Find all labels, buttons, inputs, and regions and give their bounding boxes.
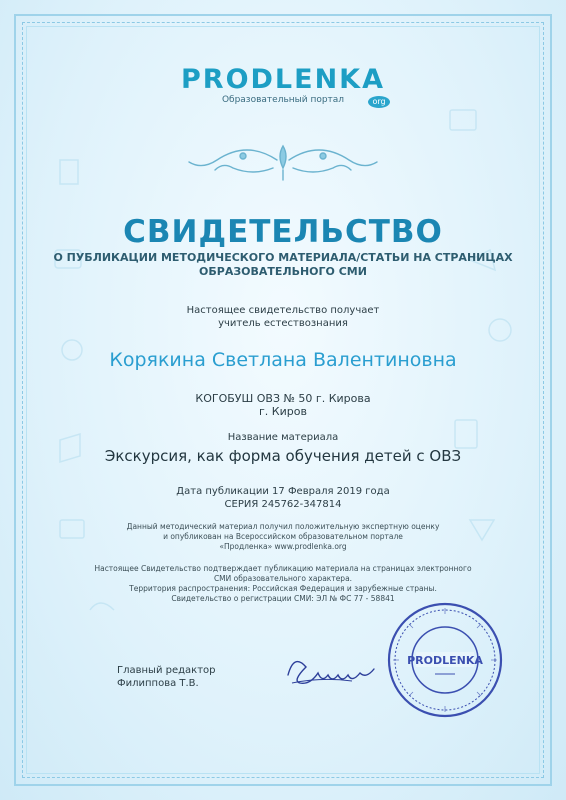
subtitle-line-2: ОБРАЗОВАТЕЛЬНОГО СМИ <box>199 265 367 278</box>
confirmation-block <box>0 564 566 604</box>
logo-tagline: Образовательный портал <box>221 95 345 105</box>
official-stamp <box>385 600 505 720</box>
logo-domain-badge: org <box>368 96 390 108</box>
organization-name: КОГОБУШ ОВЗ № 50 г. Кирова <box>195 392 371 405</box>
description-line: «Продленка» www.prodlenka.org <box>219 542 347 551</box>
confirmation-line: Территория распространения: Российская Федерация и зарубежные страны. <box>129 584 437 593</box>
organization-city: г. Киров <box>259 405 307 418</box>
ornament-flourish <box>183 140 383 184</box>
description-line: Данный методический материал получил положительную экспертную оценку <box>126 522 440 531</box>
recipient-intro: Настоящее свидетельство получает <box>186 305 380 316</box>
certificate-subtitle <box>0 251 566 279</box>
publication-date: Дата публикации 17 Февраля 2019 года <box>176 486 390 497</box>
certificate-series: СЕРИЯ 245762-347814 <box>224 499 342 510</box>
editor-name: Филиппова Т.В. <box>117 678 199 689</box>
handwritten-signature <box>280 645 390 695</box>
confirmation-line: СМИ образовательного характера. <box>213 574 353 583</box>
certificate-title: СВИДЕТЕЛЬСТВО <box>123 214 443 250</box>
recipient-name: Корякина Светлана Валентиновна <box>109 349 457 371</box>
confirmation-line: Настоящее Свидетельство подтверждает публикацию материала на страницах электронного <box>94 564 472 573</box>
description-block <box>0 522 566 552</box>
description-line: и опубликован на Всероссийском образовательном портале <box>163 532 403 541</box>
material-title: Экскурсия, как форма обучения детей с ОВЗ <box>104 447 462 465</box>
material-label: Название материала <box>227 432 339 443</box>
subtitle-line-1: О ПУБЛИКАЦИИ МЕТОДИЧЕСКОГО МАТЕРИАЛА/СТАТЬИ НА СТРАНИЦАХ <box>53 251 513 264</box>
prodlenka-logo <box>0 64 566 105</box>
editor-block <box>117 664 216 690</box>
stamp-logo-text: PRODLENKA <box>407 654 483 667</box>
editor-title: Главный редактор <box>117 665 216 676</box>
confirmation-line: Свидетельство о регистрации СМИ: ЭЛ № ФС 77 - 58841 <box>171 594 395 603</box>
recipient-role: учитель естествознания <box>218 318 348 329</box>
logo-wordmark: PRODLENKA <box>180 64 385 95</box>
